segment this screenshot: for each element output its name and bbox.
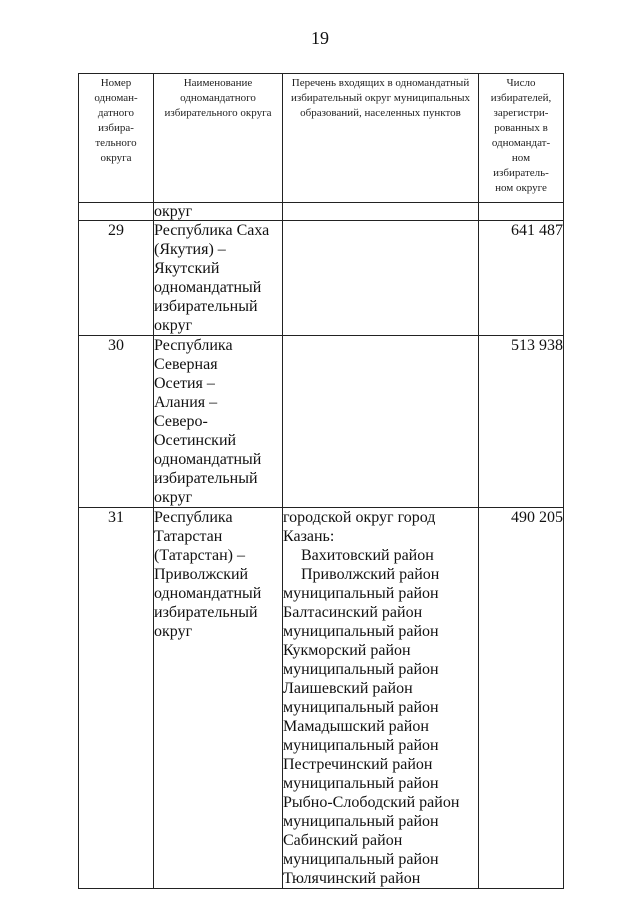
municipality-line: Вахитовский район xyxy=(301,547,434,564)
header-district-number xyxy=(79,74,154,203)
district-name-line: Северо- xyxy=(154,413,208,430)
header-line: одноман- xyxy=(94,92,138,104)
header-line: Номер xyxy=(100,77,132,89)
header-line: ном xyxy=(511,152,531,164)
district-name xyxy=(154,221,283,336)
district-name-line: Республика Саха xyxy=(154,222,270,239)
municipality-line: Казань: xyxy=(283,528,335,545)
header-line: Наименование xyxy=(183,77,253,89)
district-name-line: избирательный xyxy=(154,604,258,621)
municipality-line: муниципальный район xyxy=(283,851,439,868)
district-name-line: одномандатный xyxy=(154,279,262,296)
header-line: одномандатного xyxy=(180,92,256,104)
district-name-line: Осетинский xyxy=(154,432,237,449)
municipality-line: Лаишевский район xyxy=(283,680,413,697)
table-header-row xyxy=(79,74,564,203)
district-name-line: Приволжский xyxy=(154,566,249,583)
voter-count: 490 205 xyxy=(479,508,564,889)
voter-count: 513 938 xyxy=(479,336,564,508)
municipalities-list xyxy=(283,508,479,889)
district-name-line: избирательный xyxy=(154,470,258,487)
district-name-line: (Якутия) – xyxy=(154,241,226,258)
page-number: 19 xyxy=(311,28,329,48)
district-name-line: Республика xyxy=(154,509,233,526)
municipality-line: городской округ город xyxy=(283,509,436,526)
header-line: зарегистри- xyxy=(493,107,549,119)
municipality-line: Мамадышский район xyxy=(283,718,429,735)
district-name-line: округ xyxy=(154,623,193,640)
header-line: рованных в xyxy=(494,122,548,134)
municipality-line: муниципальный район xyxy=(283,775,439,792)
district-name xyxy=(154,508,283,889)
district-name-line: одномандатный xyxy=(154,585,262,602)
header-line: Число xyxy=(506,77,536,89)
header-line: тельного xyxy=(95,137,137,149)
header-line: образований, населенных пунктов xyxy=(300,107,461,119)
district-name-line: избирательный xyxy=(154,298,258,315)
district-number: 29 xyxy=(79,221,154,336)
header-line: избирательного округа xyxy=(164,107,272,119)
district-name-line: (Татарстан) – xyxy=(154,547,245,564)
district-number: 31 xyxy=(79,508,154,889)
municipality-line: Кукморский район xyxy=(283,642,411,659)
district-name-line: Алания – xyxy=(154,394,218,411)
district-name-line: Якутский xyxy=(154,260,220,277)
municipality-line: муниципальный район xyxy=(283,585,439,602)
municipality-line: муниципальный район xyxy=(283,813,439,830)
municipality-line: Пестречинский район xyxy=(283,756,433,773)
district-name-line: одномандатный xyxy=(154,451,262,468)
header-line: ном округе xyxy=(495,182,547,194)
municipality-line: Балтасинский район xyxy=(283,604,423,621)
municipality-line: Тюлячинский район xyxy=(283,870,421,887)
municipalities-list xyxy=(283,336,479,508)
district-name-line: округ xyxy=(154,489,193,506)
table-row xyxy=(79,336,564,508)
municipalities-list xyxy=(283,221,479,336)
district-name-line: Осетия – xyxy=(154,375,215,392)
header-line: датного xyxy=(97,107,135,119)
header-municipalities-list xyxy=(283,74,479,203)
municipality-line: муниципальный район xyxy=(283,699,439,716)
header-line: округа xyxy=(100,152,132,164)
header-district-name xyxy=(154,74,283,203)
table-row xyxy=(79,221,564,336)
header-line: избиратель- xyxy=(493,167,549,179)
district-name-line: Северная xyxy=(154,356,218,373)
header-line: избирателей, xyxy=(490,92,552,104)
municipality-line: муниципальный район xyxy=(283,623,439,640)
municipality-line: Рыбно-Слободский район xyxy=(283,794,460,811)
header-voter-count xyxy=(479,74,564,203)
municipality-line: муниципальный район xyxy=(283,661,439,678)
municipality-line: Приволжский район xyxy=(301,566,440,583)
district-number: 30 xyxy=(79,336,154,508)
voter-count: 641 487 xyxy=(479,221,564,336)
header-line: Перечень входящих в одномандатный xyxy=(291,77,470,89)
continuation-name: округ xyxy=(154,203,283,221)
continuation-row xyxy=(79,203,564,221)
district-name-line: округ xyxy=(154,317,193,334)
header-line: одномандат- xyxy=(491,137,551,149)
header-line: избирательный округ муниципальных xyxy=(290,92,471,104)
districts-table xyxy=(78,73,564,889)
district-name-line: Татарстан xyxy=(154,528,223,545)
district-name xyxy=(154,336,283,508)
table-row xyxy=(79,508,564,889)
municipality-line: Сабинский район xyxy=(283,832,403,849)
municipality-line: муниципальный район xyxy=(283,737,439,754)
header-line: избира- xyxy=(98,122,134,134)
district-name-line: Республика xyxy=(154,337,233,354)
